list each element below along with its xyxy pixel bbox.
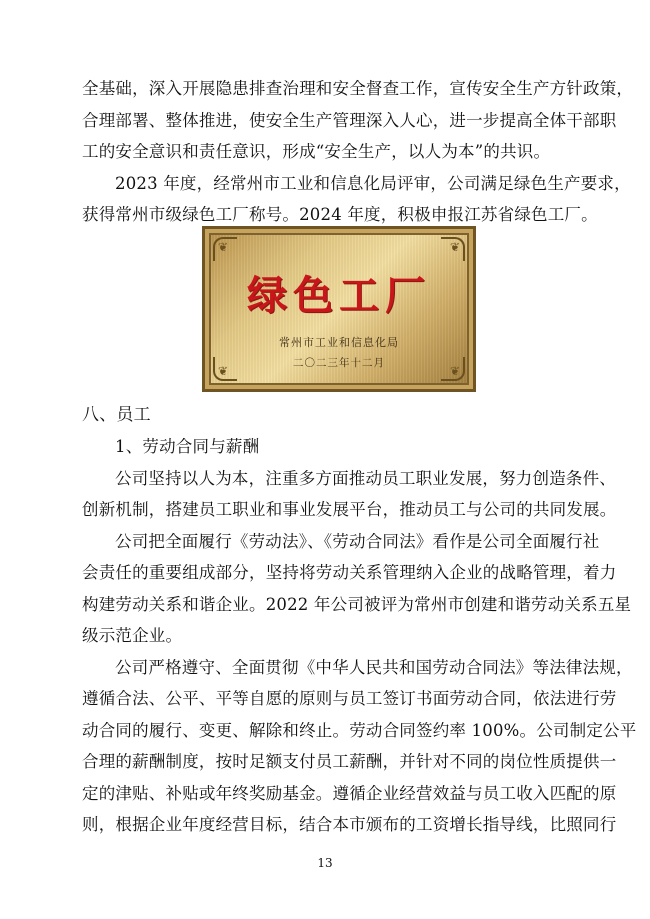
paragraph-line: 定的津贴、补贴或年终奖励基金。遵循企业经营效益与员工收入匹配的原	[82, 784, 617, 803]
flourish-icon: ❦	[218, 240, 229, 254]
paragraph-line: 全基础，深入开展隐患排查治理和安全督查工作，宣传安全生产方针政策，	[82, 79, 634, 98]
flourish-icon: ❦	[449, 240, 460, 254]
paragraph-line: 构建劳动关系和谐企业。2022 年公司被评为常州市创建和谐劳动关系五星	[82, 595, 632, 614]
plaque-date: 二〇二三年十二月	[293, 357, 385, 369]
paragraph-line: 获得常州市级绿色工厂称号。2024 年度，积极申报江苏省绿色工厂。	[82, 205, 598, 224]
green-factory-plaque-photo	[202, 226, 476, 392]
paragraph-line: 合理的薪酬制度，按时足额支付员工薪酬，并针对不同的岗位性质提供一	[82, 752, 617, 771]
paragraph-line: 公司把全面履行《劳动法》、《劳动合同法》看作是公司全面履行社	[115, 532, 600, 551]
paragraph-line: 级示范企业。	[82, 626, 183, 645]
plaque-issuer: 常州市工业和信息化局	[279, 336, 399, 349]
paragraph-line: 公司严格遵守、全面贯彻《中华人民共和国劳动合同法》等法律法规，	[115, 658, 633, 677]
paragraph-line: 遵循合法、公平、平等自愿的原则与员工签订书面劳动合同，依法进行劳	[82, 689, 617, 708]
flourish-icon: ❦	[218, 364, 229, 378]
paragraph-line: 则，根据企业年度经营目标，结合本市颁布的工资增长指导线，比照同行	[82, 815, 617, 834]
plaque-title: 绿色工厂	[247, 273, 431, 319]
paragraph-line: 公司坚持以人为本，注重多方面推动员工职业发展，努力创造条件、	[115, 469, 616, 488]
paragraph-line: 工的安全意识和责任意识，形成“安全生产，以人为本”的共识。	[82, 142, 551, 161]
paragraph-line: 2023 年度，经常州市工业和信息化局评审，公司满足绿色生产要求，	[115, 174, 631, 193]
page-number: 13	[317, 856, 333, 870]
paragraph-line: 创新机制，搭建员工职业和事业发展平台，推动员工与公司的共同发展。	[82, 500, 617, 519]
paragraph-line: 合理部署、整体推进，使安全生产管理深入人心，进一步提高全体干部职	[82, 111, 617, 130]
paragraph-line: 会责任的重要组成部分，坚持将劳动关系管理纳入企业的战略管理，着力	[82, 563, 617, 582]
subsection-heading: 1、劳动合同与薪酬	[115, 437, 260, 456]
section-heading: 八、员工	[82, 405, 151, 425]
flourish-icon: ❦	[449, 364, 460, 378]
paragraph-line: 动合同的履行、变更、解除和终止。劳动合同签约率 100%。公司制定公平	[82, 721, 637, 740]
